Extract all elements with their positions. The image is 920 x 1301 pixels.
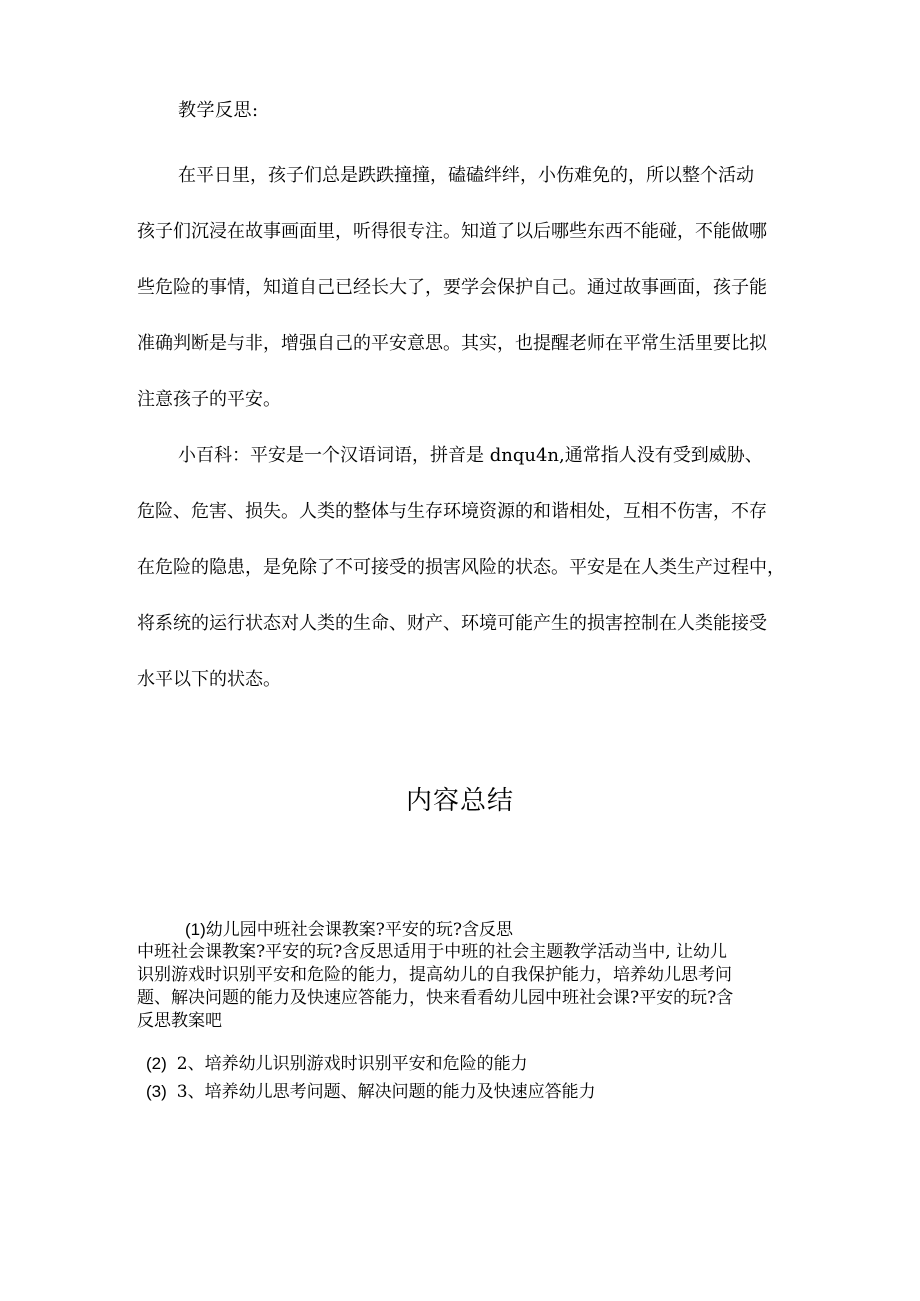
item-number: (1) (185, 920, 206, 939)
summary-item-1-body-line: 识别游戏时识别平安和危险的能力，提高幼儿的自我保护能力，培养幼儿思考问 (137, 965, 732, 985)
paragraph-line: 准确判断是与非，增强自己的平安意思。其实，也提醒老师在平常生活里要比拟 (137, 333, 767, 354)
paragraph-line: 危险、危害、损失。人类的整体与生存环境资源的和谐相处，互相不伤害，不存 (137, 501, 767, 522)
paragraph-line: 孩子们沉浸在故事画面里，听得很专注。知道了以后哪些东西不能碰，不能做哪 (137, 221, 767, 242)
paragraph-line: 在平日里，孩子们总是跌跌撞撞，磕磕绊绊，小伤难免的，所以整个活动 (178, 165, 754, 186)
reflection-paragraph (137, 148, 777, 428)
summary-section (137, 918, 777, 1102)
paragraph-line: 在危险的隐患，是免除了不可接受的损害风险的状态。平安是在人类生产过程中， (137, 557, 785, 578)
item-text: 3、培养幼儿思考问题、解决问题的能力及快速应答能力 (176, 1082, 596, 1102)
paragraph-line: 些危险的事情，知道自己已经长大了，要学会保护自己。通过故事画面，孩子能 (137, 277, 767, 298)
summary-item-2 (146, 1050, 528, 1078)
paragraph-line: 注意孩子的平安。 (137, 389, 281, 410)
item-text: 2、培养幼儿识别游戏时识别平安和危险的能力 (176, 1054, 528, 1074)
summary-title: 内容总结 (405, 786, 514, 816)
item-number: (3) (146, 1082, 167, 1101)
item-title: 幼儿园中班社会课教案?平安的玩?含反思 (205, 920, 514, 940)
paragraph-line: 水平以下的状态。 (137, 669, 281, 690)
reflection-heading: 教学反思: (178, 100, 259, 121)
summary-item-1-body-line: 反思教案吧 (137, 1011, 222, 1031)
item-number: (2) (146, 1054, 167, 1073)
paragraph-line: 小百科：平安是一个汉语词语，拼音是 dnqu4n,通常指人没有受到威胁、 (178, 445, 763, 466)
summary-item-3 (146, 1078, 596, 1106)
summary-item-1-body-line: 题、解决问题的能力及快速应答能力，快来看看幼儿园中班社会课?平安的玩?含 (137, 988, 734, 1008)
summary-item-1-title (137, 918, 777, 941)
paragraph-line: 将系统的运行状态对人类的生命、财产、环境可能产生的损害控制在人类能接受 (137, 613, 767, 634)
encyclopedia-paragraph (137, 428, 785, 708)
summary-item-1-body-line: 中班社会课教案?平安的玩?含反思适用于中班的社会主题教学活动当中, 让幼儿 (137, 942, 728, 962)
